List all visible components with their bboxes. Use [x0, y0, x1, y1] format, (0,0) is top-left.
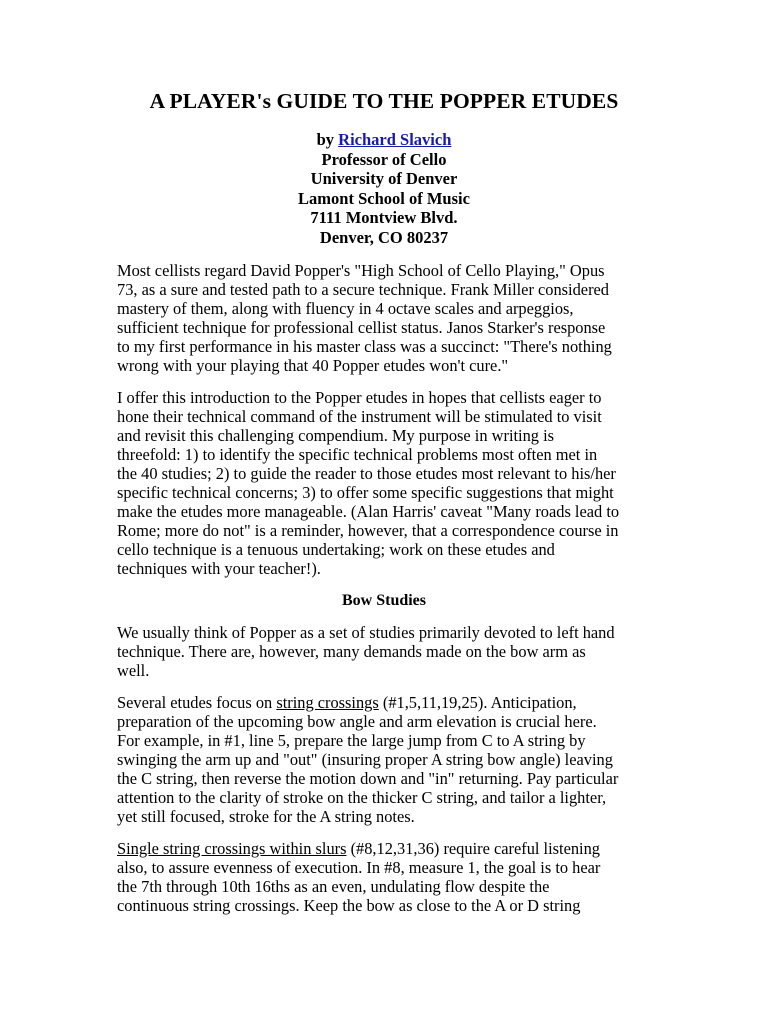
text-line: continuous string crossings. Keep the bow as close to the A or D string: [117, 896, 581, 915]
author-link[interactable]: Richard Slavich: [338, 130, 452, 149]
text-line: I offer this introduction to the Popper etudes in hopes that cellists eager to: [117, 388, 602, 407]
byline-position: Professor of Cello: [321, 149, 447, 169]
text-segment: (#8,12,31,36) require careful listening: [346, 839, 601, 858]
text-line: threefold: 1) to identify the specific technical problems most often met in: [117, 445, 598, 464]
byline-author-line: [117, 130, 651, 150]
section-heading-bow-studies: Bow Studies: [341, 592, 427, 609]
text-line: Rome; more do not" is a reminder, however, that a correspondence course in: [117, 521, 619, 540]
underlined-term: string crossings: [276, 693, 379, 712]
text-line: [117, 693, 651, 712]
text-line: mastery of them, along with fluency in 4 octave scales and arpeggios,: [117, 299, 574, 318]
paragraph-intro: [117, 261, 651, 375]
paragraph-purpose: [117, 388, 651, 578]
text-line: make the etudes more manageable. (Alan Harris' caveat "Many roads lead to: [117, 502, 620, 521]
text-line: yet still focused, stroke for the A string notes.: [117, 807, 415, 826]
byline-street: 7111 Montview Blvd.: [310, 208, 458, 227]
underlined-term: Single string crossings within slurs: [117, 839, 347, 858]
text-line: For example, in #1, line 5, prepare the large jump from C to A string by: [117, 731, 586, 750]
text-line: specific technical concerns; 3) to offer some specific suggestions that might: [117, 483, 614, 502]
text-segment: (#1,5,11,19,25). Anticipation,: [378, 693, 577, 712]
text-line: well.: [117, 661, 150, 680]
text-line: and revisit this challenging compendium. My purpose in writing is: [117, 426, 555, 445]
text-line: We usually think of Popper as a set of studies primarily devoted to left hand: [117, 623, 615, 642]
text-line: sufficient technique for professional cellist status. Janos Starker's response: [117, 318, 606, 337]
text-line: preparation of the upcoming bow angle and arm elevation is crucial here.: [117, 712, 597, 731]
text-line: to my first performance in his master class was a succinct: "There's nothing: [117, 337, 612, 356]
byline-by: by: [316, 130, 339, 149]
paragraph-string-crossings: [117, 693, 651, 826]
document-body: [117, 261, 651, 915]
text-line: swinging the arm up and "out" (insuring proper A string bow angle) leaving: [117, 750, 613, 769]
paragraph-bow-intro: [117, 623, 651, 680]
text-line: hone their technical command of the instrument will be stimulated to visit: [117, 407, 602, 426]
byline-city: Denver, CO 80237: [319, 227, 449, 247]
text-line: also, to assure evenness of execution. In #8, measure 1, the goal is to hear: [117, 858, 601, 877]
text-line: the 7th through 10th 16ths as an even, undulating flow despite the: [117, 877, 550, 896]
text-line: 73, as a sure and tested path to a secure technique. Frank Miller considered: [117, 280, 610, 299]
text-segment: Several etudes focus on: [117, 693, 277, 712]
text-line: [117, 839, 651, 858]
document-title: A PLAYER's GUIDE TO THE POPPER ETUDES: [149, 89, 619, 113]
text-line: wrong with your playing that 40 Popper etudes won't cure.": [117, 356, 509, 375]
text-line: technique. There are, however, many demands made on the bow arm as: [117, 642, 586, 661]
text-line: cello technique is a tenuous undertaking; work on these etudes and: [117, 540, 555, 559]
paragraph-single-string-crossings: [117, 839, 651, 915]
text-line: the 40 studies; 2) to guide the reader to those etudes most relevant to his/her: [117, 464, 616, 483]
text-line: attention to the clarity of stroke on the thicker C string, and tailor a lighter,: [117, 788, 607, 807]
text-line: the C string, then reverse the motion down and "in" returning. Pay particular: [117, 769, 619, 788]
text-line: Most cellists regard David Popper's "High School of Cello Playing," Opus: [117, 261, 605, 280]
byline-block: [117, 130, 651, 247]
text-line: techniques with your teacher!).: [117, 559, 321, 578]
byline-university: University of Denver: [310, 169, 458, 188]
byline-school: Lamont School of Music: [298, 188, 470, 208]
